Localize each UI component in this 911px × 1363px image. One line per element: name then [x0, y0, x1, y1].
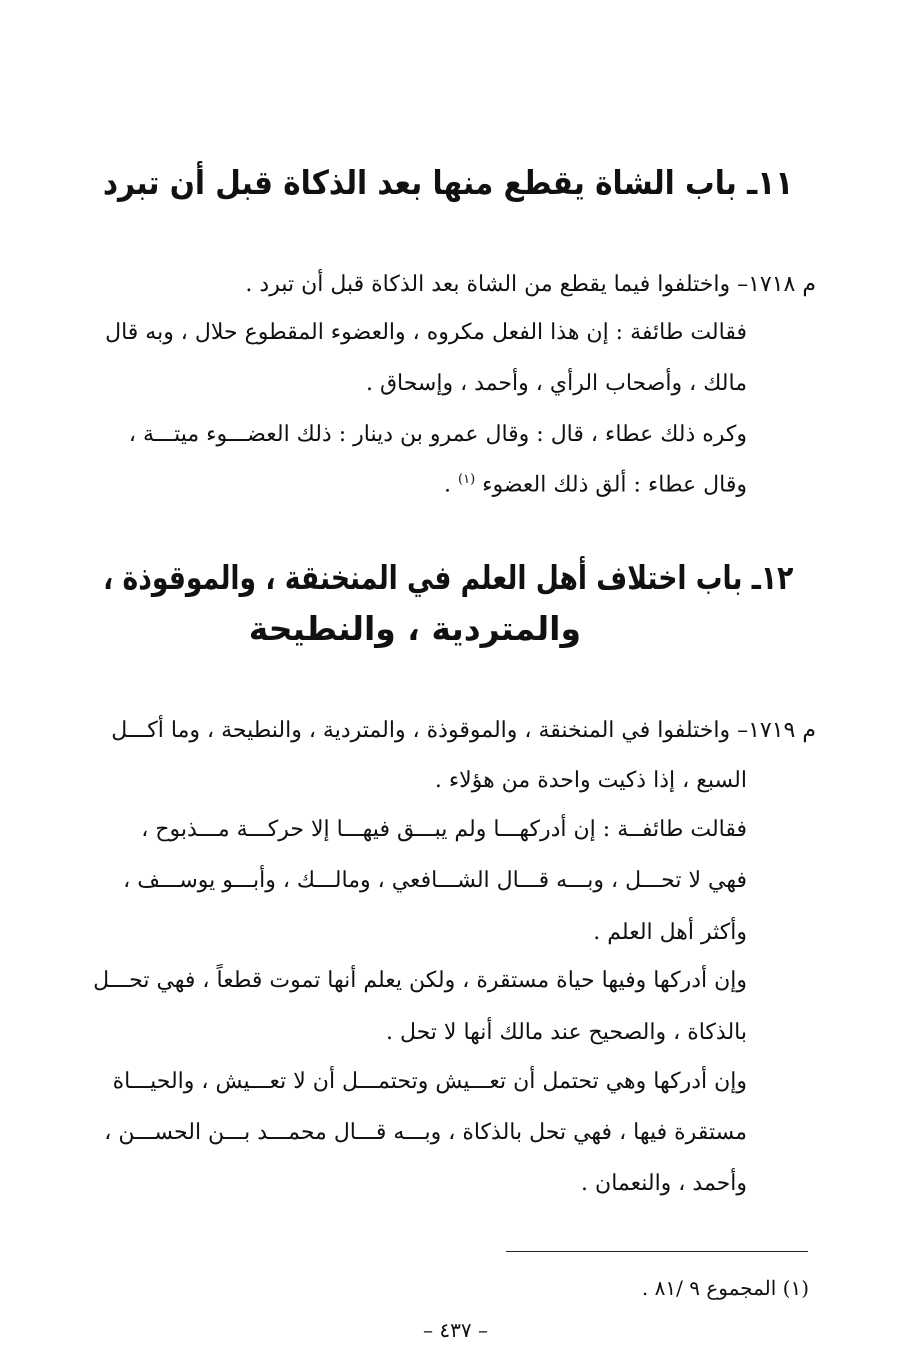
page-number: – ٤٣٧ –: [423, 1318, 488, 1342]
issue-text: – واختلفوا فيما يقطع من الشاة بعد الذكاة قبل أن تبرد .: [245, 272, 749, 297]
issue-number: م ١٧١٨: [748, 272, 816, 297]
text-segment: .: [444, 472, 458, 498]
text-line: السبع ، إذا ذكيت واحدة من هؤلاء .: [434, 768, 747, 793]
text-line: مستقرة فيها ، فهي تحل بالذكاة ، وبـــه قـــال محمـــد بـــن الحســـن ،: [104, 1120, 747, 1145]
issue-text: – واختلفوا في المنخنقة ، والموقوذة ، والمتردية ، والنطيحة ، وما أكـــل: [111, 718, 749, 743]
text-line: فهي لا تحـــل ، وبـــه قـــال الشـــافعي ، ومالـــك ، وأبـــو يوســـف ،: [123, 868, 747, 893]
issue-line: [245, 274, 816, 296]
text-line: بالذكاة ، والصحيح عند مالك أنها لا تحل .: [385, 1020, 747, 1045]
text-line: [444, 473, 747, 496]
section-heading-12-line2: والمتردية ، والنطيحة: [248, 609, 581, 648]
section-heading-12-line1: ١٢ـ باب اختلاف أهل العلم في المنخنقة ، والموقوذة ،: [102, 558, 793, 597]
text-line: وإن أدركها وفيها حياة مستقرة ، ولكن يعلم أنها تموت قطعاً ، فهي تحـــل: [93, 968, 747, 993]
text-line: فقالت طائفــة : إن أدركهـــا ولم يبـــق فيهـــا إلا حركـــة مـــذبوح ،: [141, 817, 747, 842]
footnote-divider: [506, 1251, 808, 1252]
section-heading-11: ١١ـ باب الشاة يقطع منها بعد الذكاة قبل أن تبرد: [102, 163, 793, 202]
text-line: وأكثر أهل العلم .: [593, 920, 747, 945]
text-line: وكره ذلك عطاء ، قال : وقال عمرو بن دينار : ذلك العضـــوء ميتـــة ،: [128, 422, 747, 447]
text-line: فقالت طائفة : إن هذا الفعل مكروه ، والعضوء المقطوع حلال ، وبه قال: [105, 320, 747, 345]
issue-number: م ١٧١٩: [748, 718, 816, 743]
text-line: وإن أدركها وهي تحتمل أن تعـــيش وتحتمـــل أن لا تعـــيش ، والحيـــاة: [112, 1069, 747, 1094]
footnote: (١) المجموع ٩ /٨١ .: [641, 1276, 809, 1300]
footnote-reference: (١): [458, 472, 476, 487]
issue-line: [111, 720, 816, 742]
text-line: مالك ، وأصحاب الرأي ، وأحمد ، وإسحاق .: [365, 371, 747, 396]
text-segment: وقال عطاء : ألق ذلك العضوء: [482, 472, 747, 498]
text-line: وأحمد ، والنعمان .: [581, 1171, 747, 1196]
